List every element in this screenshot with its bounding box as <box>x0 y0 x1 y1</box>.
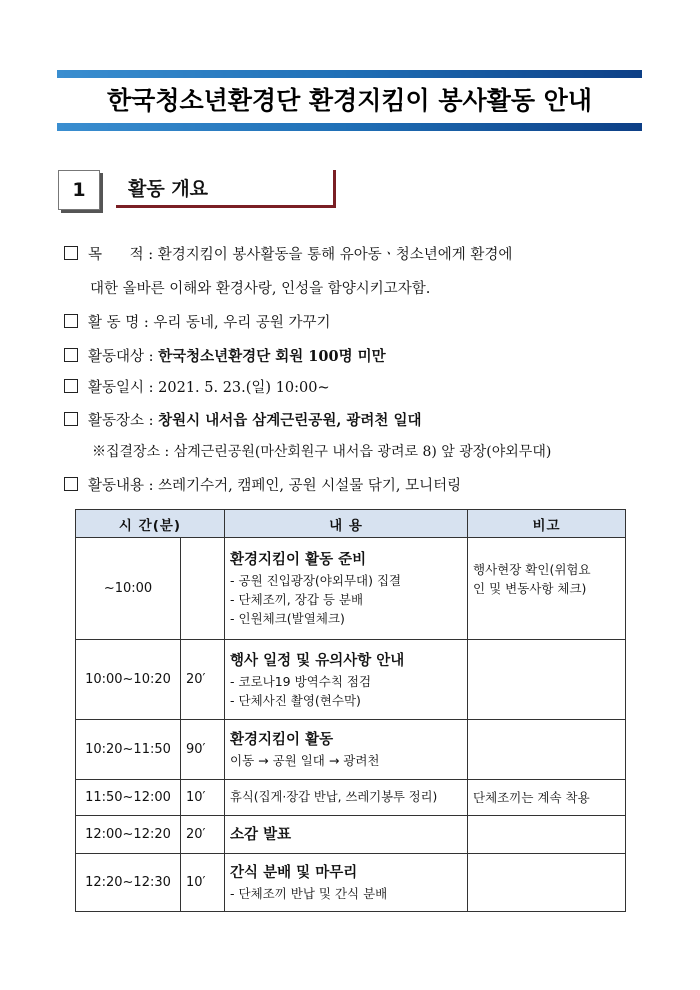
purpose-text: 환경지킴이 봉사활동을 통해 유아동ㆍ청소년에게 환경에 <box>157 247 513 263</box>
row-note-line: 인 및 변동사항 체크) <box>473 581 587 596</box>
activity-name-label: 활 동 명 <box>88 315 140 331</box>
activity-name-value: 우리 동네, 우리 공원 가꾸기 <box>153 315 331 331</box>
row-time: 10:00~10:20 <box>76 640 181 720</box>
row-title: 소감 발표 <box>230 826 292 843</box>
row-note <box>468 640 626 720</box>
row-duration: 20′ <box>181 640 225 720</box>
meeting-label: ※집결장소 <box>92 444 161 460</box>
row-item: - 코로나19 방역수칙 점검 <box>230 673 372 689</box>
checkbox-icon <box>64 348 78 362</box>
row-item: - 단체조끼, 장갑 등 분배 <box>230 592 364 607</box>
table-row <box>76 640 626 720</box>
table-row <box>76 816 626 854</box>
row-time: ~10:00 <box>76 538 181 640</box>
row-duration: 10′ <box>181 854 225 912</box>
row-time: 10:20~11:50 <box>76 720 181 780</box>
schedule-table <box>75 509 626 912</box>
checkbox-icon <box>64 379 78 393</box>
row-item: 이동 → 공원 일대 → 광려천 <box>230 753 380 768</box>
row-item: - 단체조끼 반납 및 간식 분배 <box>230 886 388 901</box>
row-content <box>225 640 468 720</box>
date-label: 활동일시 <box>88 380 145 396</box>
row-time: 11:50~12:00 <box>76 780 181 816</box>
document-title: 한국청소년환경단 환경지킴이 봉사활동 안내 <box>107 86 592 115</box>
checkbox-icon <box>64 246 78 260</box>
target-line: 활동대상 : 한국청소년환경단 회원 100명 미만 <box>64 347 386 367</box>
row-content <box>225 816 468 854</box>
purpose-line: 목 적 : 환경지킴이 봉사활동을 통해 유아동ㆍ청소년에게 환경에 <box>64 245 512 265</box>
row-title: 환경지킴이 활동 <box>230 732 334 748</box>
row-duration <box>181 538 225 640</box>
row-note <box>468 816 626 854</box>
row-duration: 10′ <box>181 780 225 816</box>
table-row <box>76 854 626 912</box>
target-label: 활동대상 <box>88 349 145 365</box>
row-note <box>468 538 626 640</box>
place-label: 활동장소 <box>88 413 145 429</box>
date-value: 2021. 5. 23.(일) 10:00~ <box>158 380 330 396</box>
header-note: 비고 <box>468 510 626 538</box>
header-time: 시 간(분) <box>76 510 225 538</box>
purpose-line-2: 대한 올바른 이해와 환경사랑, 인성을 함양시키고자함. <box>90 281 431 297</box>
table-row <box>76 780 626 816</box>
content-value: 쓰레기수거, 캠페인, 공원 시설물 닦기, 모니터링 <box>158 478 462 494</box>
row-title: 행사 일정 및 유의사항 안내 <box>230 652 405 669</box>
meeting-line: ※집결장소 : 삼계근린공원(마산회원구 내서읍 광려로 8) 앞 광장(야외무대) <box>92 444 552 460</box>
meeting-value: 삼계근린공원(마산회원구 내서읍 광려로 8) 앞 광장(야외무대) <box>173 444 552 460</box>
place-line: 활동장소 : 창원시 내서읍 삼계근린공원, 광려천 일대 <box>64 411 422 431</box>
title-bottom-bar <box>57 123 642 131</box>
content-label: 활동내용 <box>88 478 145 494</box>
row-title: 환경지킴이 활동 준비 <box>230 552 367 568</box>
row-time: 12:20~12:30 <box>76 854 181 912</box>
row-content <box>225 538 468 640</box>
table-row <box>76 720 626 780</box>
activity-name-line: 활 동 명 : 우리 동네, 우리 공원 가꾸기 <box>64 313 330 333</box>
row-content <box>225 854 468 912</box>
place-value: 창원시 내서읍 삼계근린공원, 광려천 일대 <box>158 412 422 429</box>
row-note: 단체조끼는 계속 착용 <box>468 780 626 816</box>
row-title: 간식 분배 및 마무리 <box>230 865 358 881</box>
row-item: - 인원체크(발열체크) <box>230 611 345 626</box>
checkbox-icon <box>64 412 78 426</box>
date-line: 활동일시 : 2021. 5. 23.(일) 10:00~ <box>64 378 330 398</box>
table-row <box>76 538 626 640</box>
header-content: 내 용 <box>225 510 468 538</box>
section-number: 1 <box>58 170 100 210</box>
table-header-row <box>76 510 626 538</box>
row-note <box>468 854 626 912</box>
row-note-line: 행사현장 확인(위험요 <box>473 562 591 577</box>
title-top-bar <box>57 70 642 78</box>
purpose-label: 목 적 <box>88 247 144 263</box>
checkbox-icon <box>64 314 78 328</box>
target-value: 한국청소년환경단 회원 100명 미만 <box>158 348 386 365</box>
row-duration: 20′ <box>181 816 225 854</box>
checkbox-icon <box>64 477 78 491</box>
row-duration: 90′ <box>181 720 225 780</box>
row-note <box>468 720 626 780</box>
row-item: - 단체사진 촬영(현수막) <box>230 692 361 708</box>
section-title: 활동 개요 <box>116 170 336 208</box>
row-content <box>225 720 468 780</box>
content-line: 활동내용 : 쓰레기수거, 캠페인, 공원 시설물 닦기, 모니터링 <box>64 476 461 496</box>
row-time: 12:00~12:20 <box>76 816 181 854</box>
row-item: - 공원 진입광장(야외무대) 집결 <box>230 573 402 588</box>
row-content: 휴식(집게·장갑 반납, 쓰레기봉투 정리) <box>225 780 468 816</box>
